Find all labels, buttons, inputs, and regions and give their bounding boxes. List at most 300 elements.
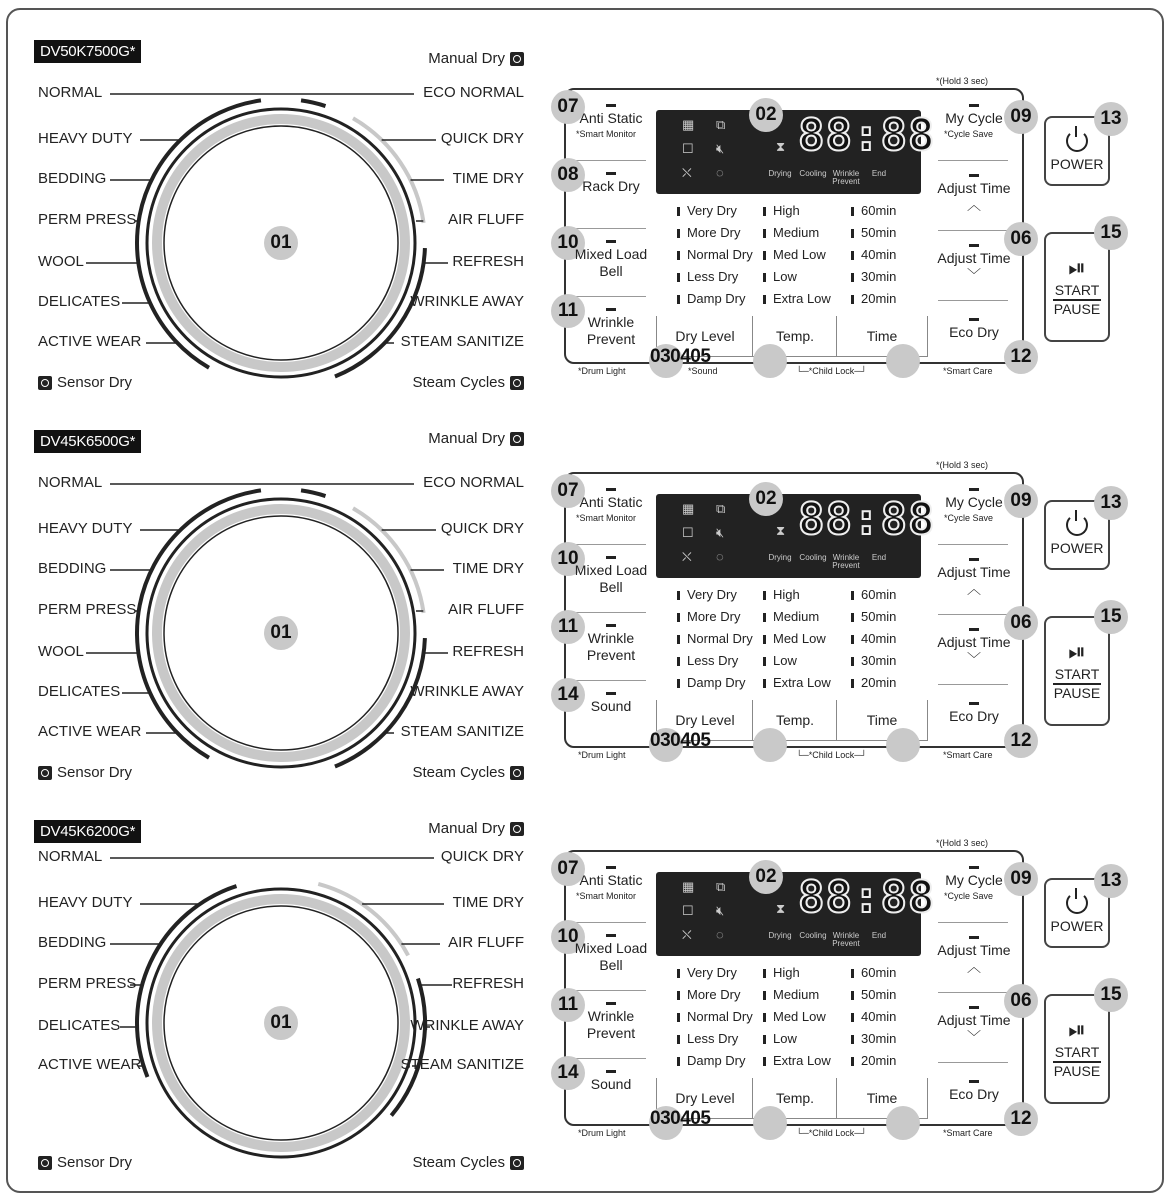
time-knob[interactable] [886,1106,920,1140]
button-indicator [606,308,616,311]
right-button-1[interactable]: Adjust Time ︿ [937,942,1011,975]
badge-09: 09 [1004,484,1038,518]
manual-dry-label [428,820,524,837]
time-1: 50min [851,984,896,1006]
drum-light-icon: ⧉ [716,501,726,516]
badge-12: 12 [1004,340,1038,374]
steam-cycles-text: Steam Cycles [412,1154,505,1171]
steam-cycles-arc [391,979,425,1116]
time-options [851,200,896,310]
right-button-3[interactable]: Eco Dry [949,1086,999,1102]
cycle-label-right-4[interactable]: WRINKLE AWAY [410,1017,524,1034]
cycle-label-right-5[interactable]: WRINKLE AWAY [410,293,524,310]
sensor-dry-text: Sensor Dry [57,1154,133,1171]
button-divider [938,160,1008,161]
badge-12: 12 [1004,724,1038,758]
right-button-3[interactable]: Eco Dry [949,708,999,724]
temp-2: Med Low [763,628,831,650]
sensor-dry-icon [38,376,52,390]
time-knob[interactable] [886,344,920,378]
button-divider [576,296,646,297]
status-3: End [871,931,887,940]
temp-options [763,200,831,310]
dry-level-0: Very Dry [677,200,753,222]
cycle-label-left-2[interactable]: BEDDING [38,560,107,577]
button-indicator [606,104,616,107]
cycle-label-right-3[interactable]: REFRESH [452,975,524,992]
manual-dry-label [428,430,524,447]
temp-1: Medium [763,606,831,628]
badge-11: 11 [551,610,585,644]
cycle-label-left-6[interactable]: ACTIVE WEAR [38,723,142,740]
button-divider [576,1058,646,1059]
cycle-label-right-4[interactable]: REFRESH [452,253,524,270]
button-subnote: *Smart Monitor [576,513,637,523]
tab-time[interactable]: Time [836,1078,928,1119]
steam-cycles-label [412,374,524,391]
section-DV50K7500G* [0,10,1171,400]
cycle-label-right-1[interactable]: TIME DRY [452,894,524,911]
time-3: 30min [851,1028,896,1050]
eco-normal-arc [301,490,325,496]
power-label: POWER [1050,540,1104,556]
badge-13: 13 [1094,486,1128,520]
tab-temp-[interactable]: Temp. [752,1078,838,1119]
tab-temp-[interactable]: Temp. [752,316,838,357]
temp-2: Med Low [763,1006,831,1028]
steam-cycles-text: Steam Cycles [412,374,505,391]
button-indicator [969,174,979,177]
tab-temp-[interactable]: Temp. [752,700,838,741]
time-4: 20min [851,672,896,694]
status-0: Drying [768,931,792,940]
steam-cycles-label [412,764,524,781]
badge-07: 07 [551,90,585,124]
time-options [851,962,896,1072]
cycle-label-right-6[interactable]: STEAM SANITIZE [400,723,524,740]
refresh-icon: ◌ [716,927,724,942]
hourglass-icon: ⧗ [776,523,786,538]
sensor-dry-label [38,764,132,781]
button-subnote: *Cycle Save [944,513,994,523]
cycle-label-right-2[interactable]: TIME DRY [452,560,524,577]
tab-time[interactable]: Time [836,316,928,357]
child-lock-icon: ☐ [682,903,694,918]
wrinkle-prevent-button[interactable]: Wrinkle Prevent [586,314,636,347]
badge-06: 06 [1004,606,1038,640]
time-4: 20min [851,288,896,310]
button-indicator [969,936,979,939]
button-divider [576,612,646,613]
right-button-1[interactable]: Adjust Time ︿ [937,180,1011,213]
manual-dry-arc [318,884,408,955]
button-indicator [606,866,616,869]
badge-13: 13 [1094,102,1128,136]
child-lock-note: └─*Child Lock─┘ [796,366,868,376]
badge-02: 02 [749,98,783,132]
dry-level-1: More Dry [677,222,753,244]
manual-dry-text: Manual Dry [428,50,505,67]
manual-dry-text: Manual Dry [428,820,505,837]
badge-08: 08 [551,158,585,192]
steam-cycles-icon [510,1156,524,1170]
child-lock-note: └─*Child Lock─┘ [796,750,868,760]
temp-2: Med Low [763,244,831,266]
sensor-dry-text: Sensor Dry [57,374,133,391]
power-icon [1066,514,1088,536]
right-button-0[interactable]: My Cycle [945,110,1003,126]
sound-off-icon: 🔇︎ [716,141,725,156]
dry-level-options [677,962,753,1072]
hold-3-sec-note: *(Hold 3 sec) [936,76,989,86]
status-2: Wrinkle Prevent [832,931,860,948]
play-pause-icon: ⏯︎ [1068,254,1086,280]
wrinkle-prevent-button[interactable]: Wrinkle Prevent [586,1008,636,1041]
sound-note: *Sound [688,366,718,376]
dry-level-1: More Dry [677,606,753,628]
badge-09: 09 [1004,862,1038,896]
status-3: End [871,169,887,178]
steam-cycles-label [412,1154,524,1171]
right-button-1[interactable]: Adjust Time ︿ [937,564,1011,597]
tab-number-labels: 030405 [650,730,711,751]
child-lock-icon: ☐ [682,525,694,540]
dry-level-4: Damp Dry [677,672,753,694]
start-pause-button[interactable] [1044,232,1110,342]
power-icon [1066,130,1088,152]
anti-static-button[interactable]: Anti Static [579,110,643,126]
cycle-label-left-5[interactable]: DELICATES [38,293,121,310]
button-divider [938,684,1008,685]
cycle-label-right-5[interactable]: STEAM SANITIZE [400,1056,524,1073]
badge-14: 14 [551,1056,585,1090]
dry-level-options [677,200,753,310]
time-display: 88:88 [798,110,936,161]
button-subnote: *Smart Monitor [576,129,637,139]
time-1: 50min [851,606,896,628]
button-subnote: *Smart Monitor [576,891,637,901]
time-knob[interactable] [886,728,920,762]
power-icon [1066,892,1088,914]
time-display: 88:88 [798,494,936,545]
cycle-label-right-0[interactable]: ECO NORMAL [423,84,524,101]
sensor-dry-label [38,1154,132,1171]
cycle-label-right-1[interactable]: QUICK DRY [440,130,524,147]
button-indicator [606,240,616,243]
steam-cycles-icon [510,766,524,780]
button-indicator [606,624,616,627]
button-indicator [969,104,979,107]
temp-1: Medium [763,222,831,244]
start-pause-button[interactable] [1044,616,1110,726]
temp-4: Extra Low [763,1050,831,1072]
cycle-label-left-4[interactable]: WOOL [38,643,84,660]
temp-4: Extra Low [763,672,831,694]
drum-light-icon: ⧉ [716,879,726,894]
manual-dry-arc [353,118,424,223]
status-3: End [871,553,887,562]
button-divider [938,230,1008,231]
status-1: Cooling [799,553,827,562]
button-divider [576,990,646,991]
wrinkle-icon: ⛌ [682,927,692,942]
button-divider [576,160,646,161]
model-number: DV50K7500G* [34,40,141,63]
dry-level-0: Very Dry [677,962,753,984]
manual-dry-label [428,50,524,67]
sound-off-icon: 🔇︎ [716,903,725,918]
steam-cycles-icon [510,376,524,390]
sensor-dry-label [38,374,132,391]
dry-level-knob[interactable] [753,344,787,378]
button-indicator [969,1006,979,1009]
child-lock-icon: ☐ [682,141,694,156]
right-button-2[interactable]: Adjust Time ﹀ [937,634,1011,667]
anti-static-button[interactable]: Anti Static [579,494,643,510]
badge-11: 11 [551,988,585,1022]
cycle-label-left-1[interactable]: HEAVY DUTY [38,894,133,911]
cycle-label-left-3[interactable]: PERM PRESS [38,975,137,992]
tab-number-labels: 030405 [650,346,711,367]
rack-dry-button[interactable]: Rack Dry [582,178,640,194]
drum-light-icon: ⧉ [716,117,726,132]
pause-label: PAUSE [1053,300,1101,317]
button-indicator [969,702,979,705]
temp-0: High [763,584,831,606]
cycle-label-left-2[interactable]: BEDDING [38,934,107,951]
cycle-label-left-0[interactable]: NORMAL [38,84,103,101]
right-button-2[interactable]: Adjust Time ﹀ [937,250,1011,283]
cycle-label-left-3[interactable]: PERM PRESS [38,601,137,618]
right-button-0[interactable]: My Cycle [945,494,1003,510]
refresh-icon: ◌ [716,549,724,564]
temp-0: High [763,962,831,984]
cycle-label-left-4[interactable]: DELICATES [38,1017,121,1034]
right-button-3[interactable]: Eco Dry [949,324,999,340]
button-divider [576,228,646,229]
cycle-label-left-1[interactable]: HEAVY DUTY [38,130,133,147]
smart-monitor-icon: ▦ [682,879,695,894]
eco-normal-arc [301,100,325,106]
status-2: Wrinkle Prevent [832,553,860,570]
button-divider [938,1062,1008,1063]
power-label: POWER [1050,918,1104,934]
cycle-label-left-6[interactable]: ACTIVE WEAR [38,333,142,350]
sensor-dry-icon [38,766,52,780]
model-number: DV45K6200G* [34,820,141,843]
badge-10: 10 [551,226,585,260]
button-indicator [969,628,979,631]
button-indicator [606,556,616,559]
play-pause-icon: ⏯︎ [1068,638,1086,664]
badge-11: 11 [551,294,585,328]
cycle-label-left-4[interactable]: WOOL [38,253,84,270]
manual-dry-arc [353,508,424,613]
smart-care-note: *Smart Care [943,366,993,376]
button-indicator [969,866,979,869]
button-divider [938,922,1008,923]
button-subnote: *Cycle Save [944,129,994,139]
cycle-label-left-0[interactable]: NORMAL [38,474,103,491]
model-number: DV45K6500G* [34,430,141,453]
wrinkle-icon: ⛌ [682,165,692,180]
badge-15: 15 [1094,600,1128,634]
cycle-label-left-3[interactable]: PERM PRESS [38,211,137,228]
dry-level-3: Less Dry [677,1028,753,1050]
button-divider [938,300,1008,301]
badge-14: 14 [551,678,585,712]
dry-level-options [677,584,753,694]
dry-level-4: Damp Dry [677,288,753,310]
badge-09: 09 [1004,100,1038,134]
sensor-dry-text: Sensor Dry [57,764,133,781]
pause-label: PAUSE [1053,1062,1101,1079]
time-1: 50min [851,222,896,244]
button-divider [576,544,646,545]
smart-monitor-icon: ▦ [682,501,695,516]
cycle-label-right-6[interactable]: STEAM SANITIZE [400,333,524,350]
button-indicator [969,488,979,491]
wrinkle-prevent-button[interactable]: Wrinkle Prevent [586,630,636,663]
time-2: 40min [851,628,896,650]
button-subnote: *Cycle Save [944,891,994,901]
cycle-label-left-1[interactable]: HEAVY DUTY [38,520,133,537]
section-DV45K6200G* [0,790,1171,1180]
mixed-load-bell-button[interactable]: Mixed Load Bell [574,562,648,595]
cycle-label-right-1[interactable]: QUICK DRY [440,520,524,537]
sound-button[interactable]: Sound [590,698,632,714]
drum-light-note: *Drum Light [578,750,626,760]
time-0: 60min [851,584,896,606]
sensor-dry-icon [38,1156,52,1170]
sound-off-icon: 🔇︎ [716,525,725,540]
smart-monitor-icon: ▦ [682,117,695,132]
dial-number-badge: 01 [264,616,298,650]
cycle-label-right-5[interactable]: WRINKLE AWAY [410,683,524,700]
time-2: 40min [851,1006,896,1028]
cycle-label-right-4[interactable]: REFRESH [452,643,524,660]
temp-options [763,962,831,1072]
hold-3-sec-note: *(Hold 3 sec) [936,838,989,848]
cycle-label-right-0[interactable]: QUICK DRY [440,848,524,865]
power-label: POWER [1050,156,1104,172]
wrinkle-icon: ⛌ [682,549,692,564]
cycle-label-right-2[interactable]: TIME DRY [452,170,524,187]
button-indicator [606,488,616,491]
badge-15: 15 [1094,216,1128,250]
badge-02: 02 [749,860,783,894]
tab-dry-level[interactable]: Dry Level [656,316,754,357]
start-pause-button[interactable] [1044,994,1110,1104]
badge-15: 15 [1094,978,1128,1012]
badge-07: 07 [551,474,585,508]
time-4: 20min [851,1050,896,1072]
cycle-label-right-2[interactable]: AIR FLUFF [448,934,524,951]
status-2: Wrinkle Prevent [832,169,860,186]
cycle-label-left-5[interactable]: ACTIVE WEAR [38,1056,142,1073]
start-label: START [1053,666,1102,685]
dry-level-knob[interactable] [753,1106,787,1140]
hourglass-icon: ⧗ [776,139,786,154]
start-label: START [1053,1044,1102,1063]
cycle-label-right-0[interactable]: ECO NORMAL [423,474,524,491]
cycle-label-right-3[interactable]: AIR FLUFF [448,211,524,228]
time-2: 40min [851,244,896,266]
manual-dry-icon [510,822,524,836]
badge-10: 10 [551,920,585,954]
time-3: 30min [851,266,896,288]
right-button-0[interactable]: My Cycle [945,872,1003,888]
button-indicator [606,1002,616,1005]
cycle-label-left-0[interactable]: NORMAL [38,848,103,865]
button-divider [938,614,1008,615]
mixed-load-bell-button[interactable]: Mixed Load Bell [574,246,648,279]
badge-12: 12 [1004,1102,1038,1136]
manual-dry-icon [510,432,524,446]
dry-level-2: Normal Dry [677,628,753,650]
button-indicator [969,244,979,247]
mixed-load-bell-button[interactable]: Mixed Load Bell [574,940,648,973]
dry-level-2: Normal Dry [677,1006,753,1028]
badge-02: 02 [749,482,783,516]
dry-level-3: Less Dry [677,266,753,288]
tab-dry-level[interactable]: Dry Level [656,700,754,741]
badge-06: 06 [1004,222,1038,256]
cycle-label-left-5[interactable]: DELICATES [38,683,121,700]
dry-level-3: Less Dry [677,650,753,672]
drum-light-note: *Drum Light [578,1128,626,1138]
dry-level-1: More Dry [677,984,753,1006]
dry-level-knob[interactable] [753,728,787,762]
temp-1: Medium [763,984,831,1006]
time-0: 60min [851,962,896,984]
status-0: Drying [768,169,792,178]
refresh-icon: ◌ [716,165,724,180]
dial-number-badge: 01 [264,1006,298,1040]
button-divider [938,992,1008,993]
button-indicator [606,692,616,695]
dry-level-4: Damp Dry [677,1050,753,1072]
badge-06: 06 [1004,984,1038,1018]
cycle-label-right-3[interactable]: AIR FLUFF [448,601,524,618]
button-indicator [606,172,616,175]
button-divider [576,680,646,681]
tab-dry-level[interactable]: Dry Level [656,1078,754,1119]
pause-label: PAUSE [1053,684,1101,701]
drum-light-note: *Drum Light [578,366,626,376]
button-indicator [969,1080,979,1083]
right-button-2[interactable]: Adjust Time ﹀ [937,1012,1011,1045]
temp-3: Low [763,266,831,288]
cycle-label-left-2[interactable]: BEDDING [38,170,107,187]
tab-time[interactable]: Time [836,700,928,741]
anti-static-button[interactable]: Anti Static [579,872,643,888]
badge-13: 13 [1094,864,1128,898]
temp-3: Low [763,650,831,672]
smart-care-note: *Smart Care [943,750,993,760]
time-options [851,584,896,694]
sound-button[interactable]: Sound [590,1076,632,1092]
button-indicator [969,558,979,561]
hourglass-icon: ⧗ [776,901,786,916]
status-1: Cooling [799,169,827,178]
temp-0: High [763,200,831,222]
dial-number-badge: 01 [264,226,298,260]
dry-level-2: Normal Dry [677,244,753,266]
manual-dry-text: Manual Dry [428,430,505,447]
status-0: Drying [768,553,792,562]
dry-level-0: Very Dry [677,584,753,606]
